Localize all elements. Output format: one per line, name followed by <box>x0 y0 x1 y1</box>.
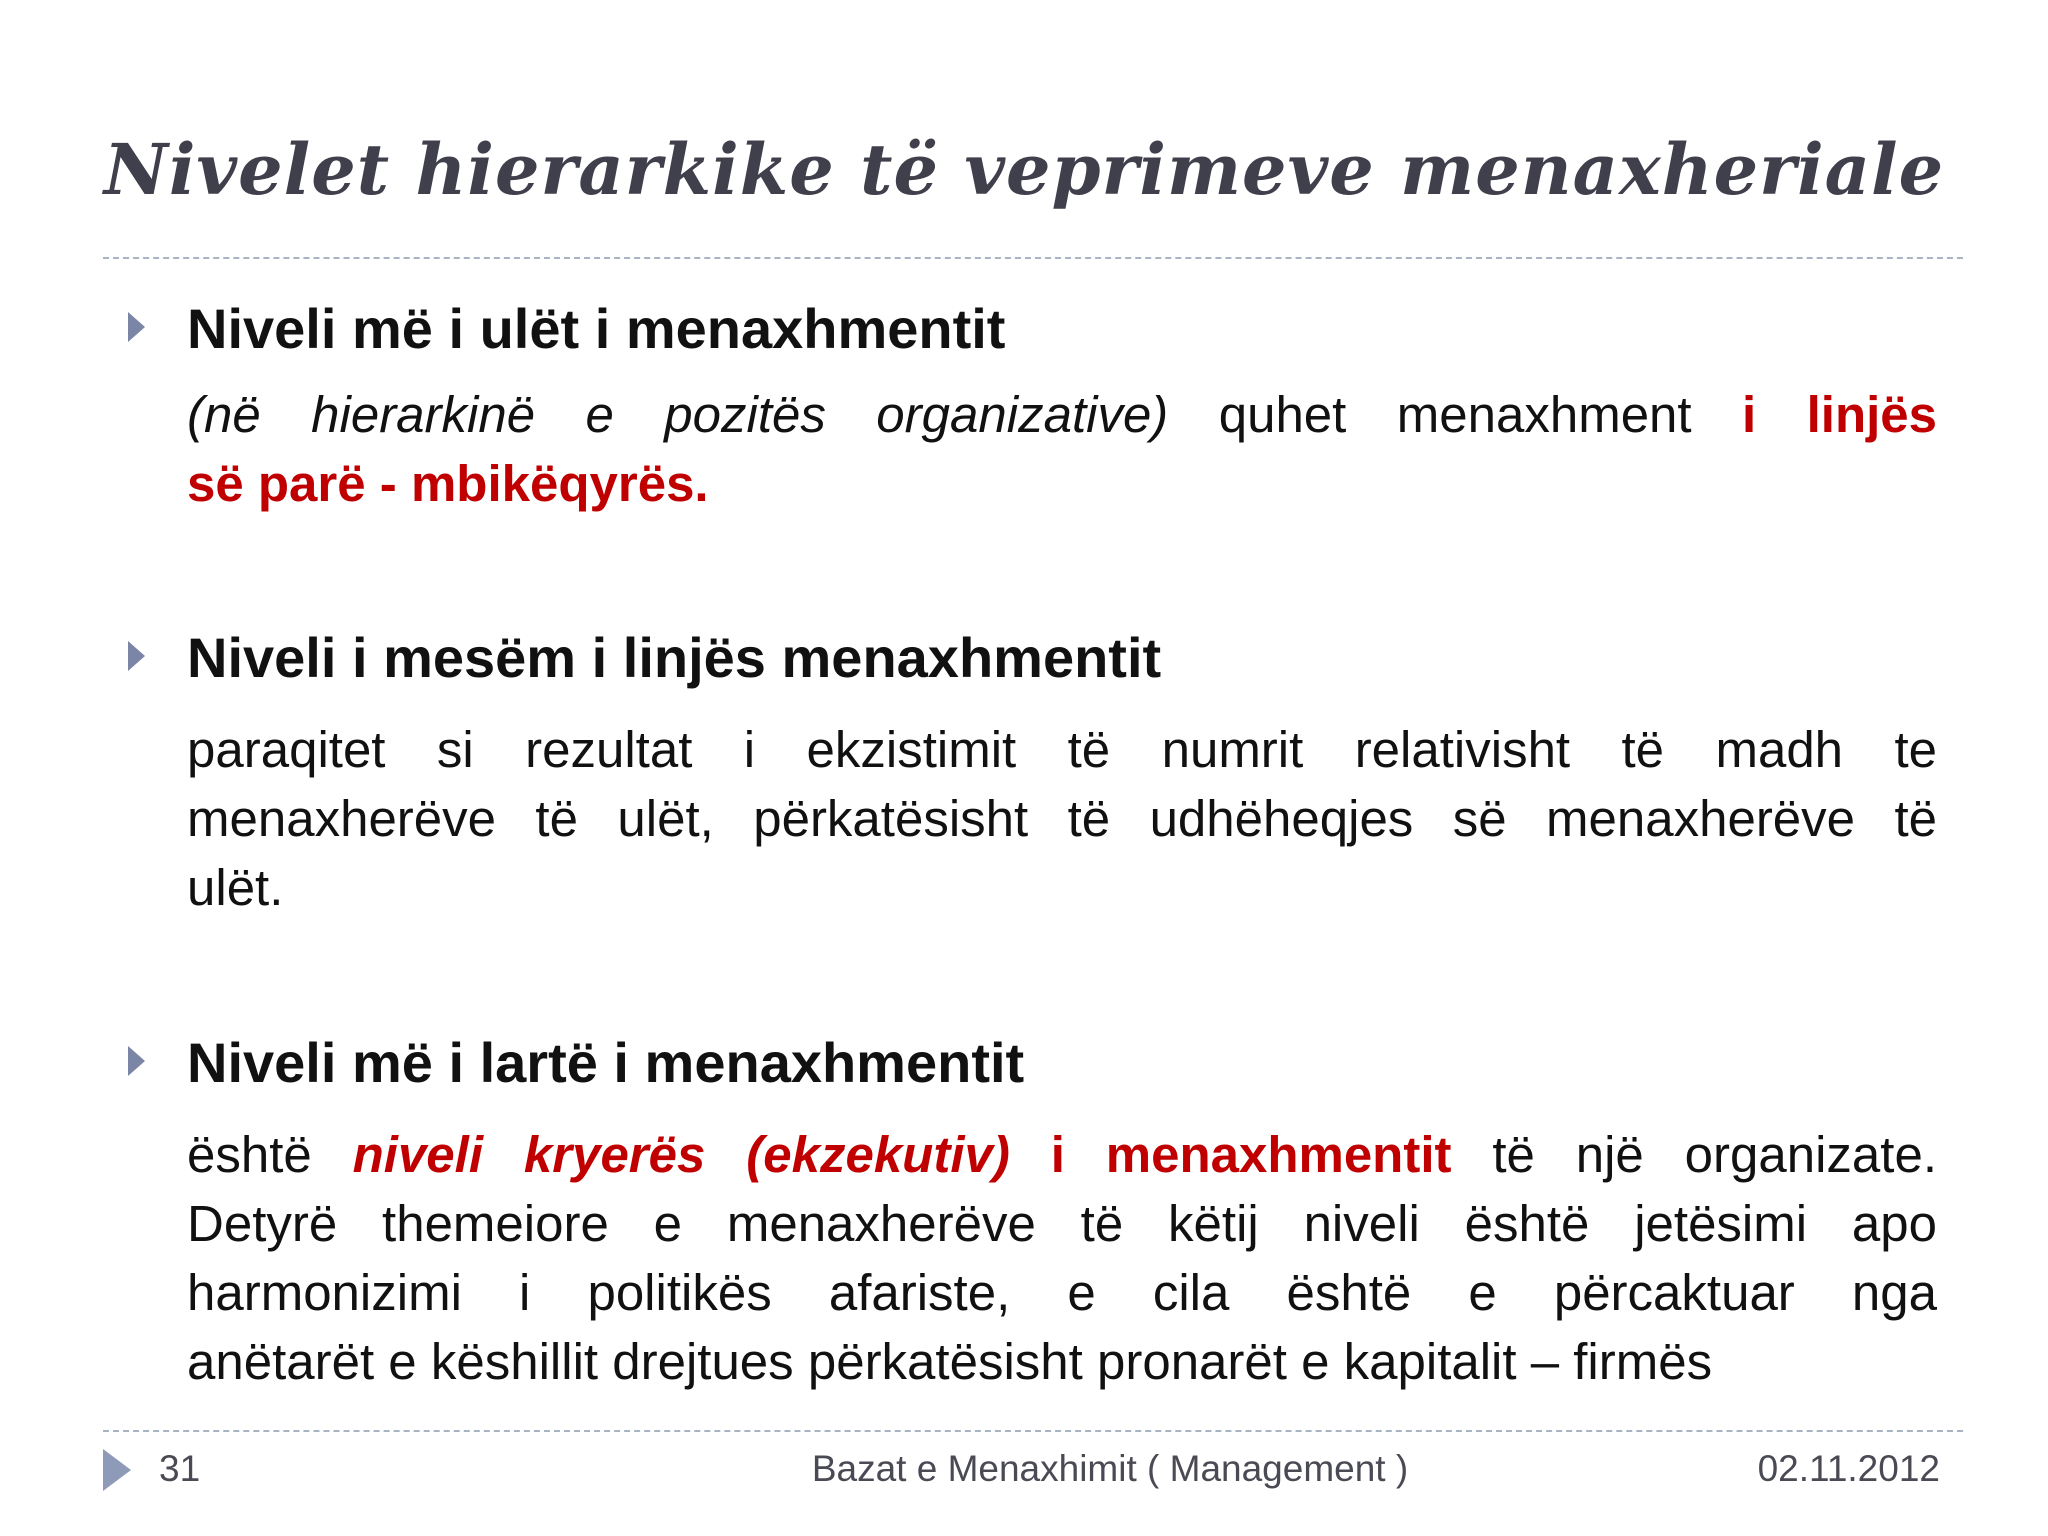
highlight-text: së parë - mbikëqyrës. <box>187 455 709 512</box>
section-paragraph <box>187 715 1937 922</box>
highlight-italic-text: niveli kryerës (ekzekutiv) <box>352 1126 1010 1183</box>
paragraph-line: anëtarët e këshillit drejtues përkatësisht pronarët e kapitalit – firmës <box>187 1333 1713 1390</box>
text: quhet menaxhment <box>1168 386 1743 443</box>
paragraph-line <box>187 380 1937 449</box>
triangle-bullet-icon <box>128 1046 145 1076</box>
highlight-text: i linjës <box>1742 386 1937 443</box>
italic-text: (në hierarkinë e pozitës organizative) <box>187 386 1169 443</box>
section-heading: Niveli më i ulët i menaxhmentit <box>187 297 1006 360</box>
paragraph-line: Detyrë themeiore e menaxherëve të këtij niveli është jetësimi apo <box>187 1195 1937 1252</box>
text: të një organizate. <box>1451 1126 1937 1183</box>
title-divider <box>103 257 1963 259</box>
section-paragraph <box>187 380 1937 518</box>
section-heading: Niveli më i lartë i menaxhmentit <box>187 1031 1025 1094</box>
paragraph-line: ulët. <box>187 859 284 916</box>
paragraph-line: paraqitet si rezultat i ekzistimit të numrit relativisht të madh te <box>187 721 1937 778</box>
text: është <box>187 1126 353 1183</box>
paragraph-line <box>187 449 1937 518</box>
section-heading: Niveli i mesëm i linjës menaxhmentit <box>187 626 1162 689</box>
footer-date: 02.11.2012 <box>1757 1448 1940 1489</box>
section-paragraph <box>187 1120 1937 1396</box>
slide-title: Nivelet hierarkike të veprimeve menaxheriale <box>103 128 1945 211</box>
highlight-text: i menaxhmentit <box>1009 1126 1452 1183</box>
paragraph-line <box>187 1120 1937 1189</box>
page-number: 31 <box>159 1448 201 1489</box>
triangle-bullet-icon <box>128 641 145 671</box>
triangle-bullet-icon <box>128 312 145 342</box>
footer-title: Bazat e Menaxhimit ( Management ) <box>811 1448 1409 1489</box>
paragraph-line: menaxherëve të ulët, përkatësisht të udhëheqjes së menaxherëve të <box>187 790 1937 847</box>
paragraph-line: harmonizimi i politikës afariste, e cila është e përcaktuar nga <box>187 1264 1937 1321</box>
footer-divider <box>103 1430 1963 1432</box>
